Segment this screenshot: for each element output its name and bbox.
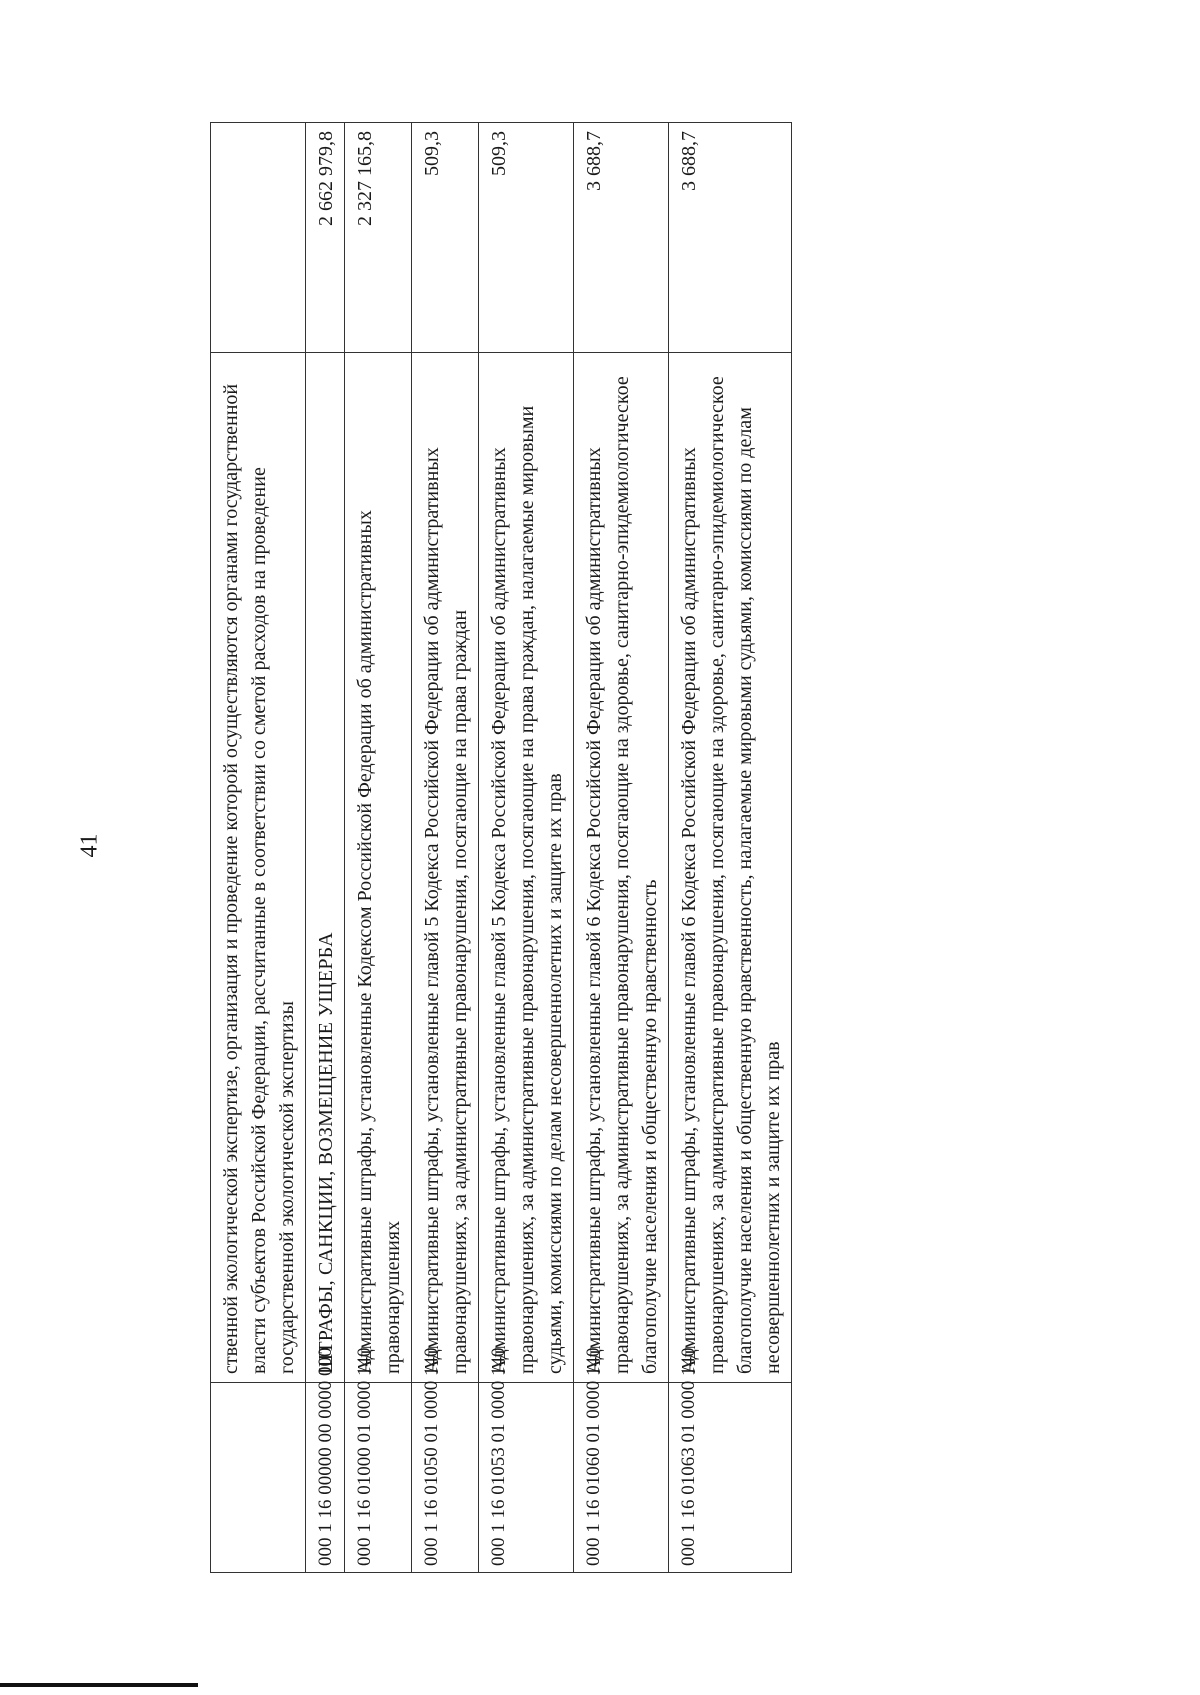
revenue-name: Административные штрафы, установленные главой 6 Кодекса Российской Федерации об административных правонарушениях, за административные правонарушения, посягающие на здоровье, санитарно-эпидемиологическое благополучие населения и общественную нравственность, налагаемые мировыми судьями, комиссиями по делам несовершеннолетних и защите их прав (669, 353, 792, 1383)
budget-code: 000 1 16 01060 01 0000 140 (574, 1383, 669, 1573)
revenue-name: Административные штрафы, установленные главой 5 Кодекса Российской Федерации об административных правонарушениях, за административные правонарушения, посягающие на права граждан (412, 353, 479, 1383)
amount (211, 123, 306, 353)
revenue-name: Административные штрафы, установленные Кодексом Российской Федерации об административных правонарушениях (345, 353, 412, 1383)
scan-edge-mark (0, 1683, 198, 1687)
revenue-name: ШТРАФЫ, САНКЦИИ, ВОЗМЕЩЕНИЕ УЩЕРБА (306, 353, 345, 1383)
budget-table (210, 122, 792, 1573)
amount: 3 688,7 (574, 123, 669, 353)
budget-code: 000 1 16 01063 01 0000 140 (669, 1383, 792, 1573)
table-row (345, 123, 412, 1573)
revenue-name: Административные штрафы, установленные главой 6 Кодекса Российской Федерации об административных правонарушениях, за административные правонарушения, посягающие на здоровье, санитарно-эпидемиологическое благополучие населения и общественную нравственность (574, 353, 669, 1383)
table-row (306, 123, 345, 1573)
budget-code: 000 1 16 01050 01 0000 140 (412, 1383, 479, 1573)
table-row (412, 123, 479, 1573)
table-row (211, 123, 306, 1573)
amount: 2 327 165,8 (345, 123, 412, 353)
table-row (669, 123, 792, 1573)
budget-code: 000 1 16 01000 01 0000 140 (345, 1383, 412, 1573)
table-row (479, 123, 574, 1573)
amount: 509,3 (412, 123, 479, 353)
revenue-name: ственной экологической экспертизе, организация и проведение которой осуществляются органами государственной власти субъектов Российской Федерации, рассчитанные в соответствии со сметой расходов на проведение государственной экологической экспертизы (211, 353, 306, 1383)
amount: 2 662 979,8 (306, 123, 345, 353)
table-row (574, 123, 669, 1573)
amount: 509,3 (479, 123, 574, 353)
budget-code: 000 1 16 00000 00 0000 000 (306, 1383, 345, 1573)
amount: 3 688,7 (669, 123, 792, 353)
budget-table-rotated (210, 123, 1125, 1573)
revenue-name: Административные штрафы, установленные главой 5 Кодекса Российской Федерации об административных правонарушениях, за административные правонарушения, посягающие на права граждан, налагаемые мировыми судьями, комиссиями по делам несовершеннолетних и защите их прав (479, 353, 574, 1383)
page-number: 41 (76, 833, 103, 858)
budget-code: 000 1 16 01053 01 0000 140 (479, 1383, 574, 1573)
budget-code (211, 1383, 306, 1573)
